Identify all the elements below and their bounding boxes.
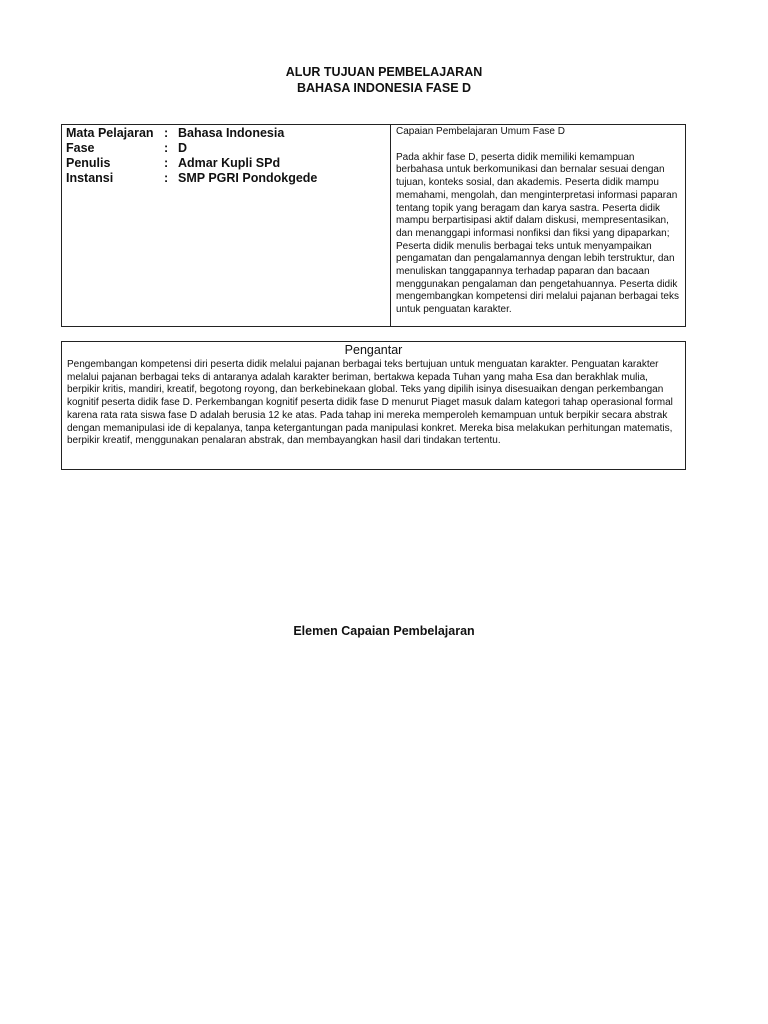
identity-value: SMP PGRI Pondokgede <box>178 171 318 185</box>
identity-value: D <box>178 141 188 155</box>
identity-key: Fase <box>66 141 95 155</box>
identity-cell <box>62 125 391 326</box>
identity-value: Bahasa Indonesia <box>178 126 285 140</box>
introduction-heading: Pengantar <box>344 343 403 357</box>
document-title <box>0 64 768 96</box>
introduction-text: Pengembangan kompetensi diri peserta didik melalui pajanan berbagai teks bertujuan untuk menguatan karakter. Penguatan karakter melalui pajanan berbagai teks di antaranya adalah karakter beriman, bertakwa kepada Tuhan yang maha Esa dan berakhlak mulia, berpikir kritis, mandiri, kreatif, begotong royong, dan berkebinekaan global. Teks yang dipilih isinya disesuaikan dengan perkembangan kognitif peserta didik fase D. Perkembangan kognitif peserta didik fase D menurut Piaget masuk dalam kategori tahap operasional formal karena rata rata siswa fase D adalah berusia 12 ke atas. Pada tahap ini mereka memperoleh kemampuan untuk berpikir secara abstrak dengan memanipulasi ide di kepalanya, tanpa ketergantungan pada manipulasi konkret. Mereka bisa melakukan perhitungan matematis, berpikir kreatif, menggunakan penalaran abstrak, dan membayangkan hasil dari tindakan tertentu. <box>67 359 673 447</box>
identity-separator: : <box>164 126 169 140</box>
identity-row-subject <box>66 126 390 141</box>
learning-outcome-cell <box>391 125 685 326</box>
identity-key: Mata Pelajaran <box>66 126 154 140</box>
info-table <box>61 124 686 327</box>
identity-row-phase <box>66 141 390 156</box>
title-line-1: ALUR TUJUAN PEMBELAJARAN <box>285 65 483 79</box>
identity-row-institution <box>66 171 390 186</box>
title-line-2: BAHASA INDONESIA FASE D <box>296 81 472 95</box>
introduction-box <box>61 341 686 470</box>
learning-outcome-text: Pada akhir fase D, peserta didik memiliki kemampuan berbahasa untuk berkomunikasi dan bernalar sesuai dengan tujuan, konteks sosial, dan akademis. Peserta didik mampu memahami, mengolah, dan menginterpretasi informasi paparan tentang topik yang beragam dan karya sastra. Peserta didik mampu berpartisipasi aktif dalam diskusi, mempresentasikan, dan menanggapi informasi nonfiksi dan fiksi yang dipaparkan; Peserta didik menulis berbagai teks untuk menyampaikan pengamatan dan pengalamannya dengan lebih terstruktur, dan menuliskan tanggapannya terhadap paparan dan bacaan menggunakan pengalaman dan pengetahuannya. Peserta didik mengembangkan kompetensi diri melalui pajanan berbagai teks untuk penguatan karakter. <box>396 151 679 316</box>
identity-key: Instansi <box>66 171 114 185</box>
identity-separator: : <box>164 156 169 170</box>
identity-value: Admar Kupli SPd <box>178 156 281 170</box>
identity-separator: : <box>164 141 169 155</box>
identity-key: Penulis <box>66 156 111 170</box>
identity-separator: : <box>164 171 169 185</box>
section-heading: Elemen Capaian Pembelajaran <box>293 624 475 638</box>
identity-row-author <box>66 156 390 171</box>
learning-outcome-heading: Capaian Pembelajaran Umum Fase D <box>396 126 565 137</box>
